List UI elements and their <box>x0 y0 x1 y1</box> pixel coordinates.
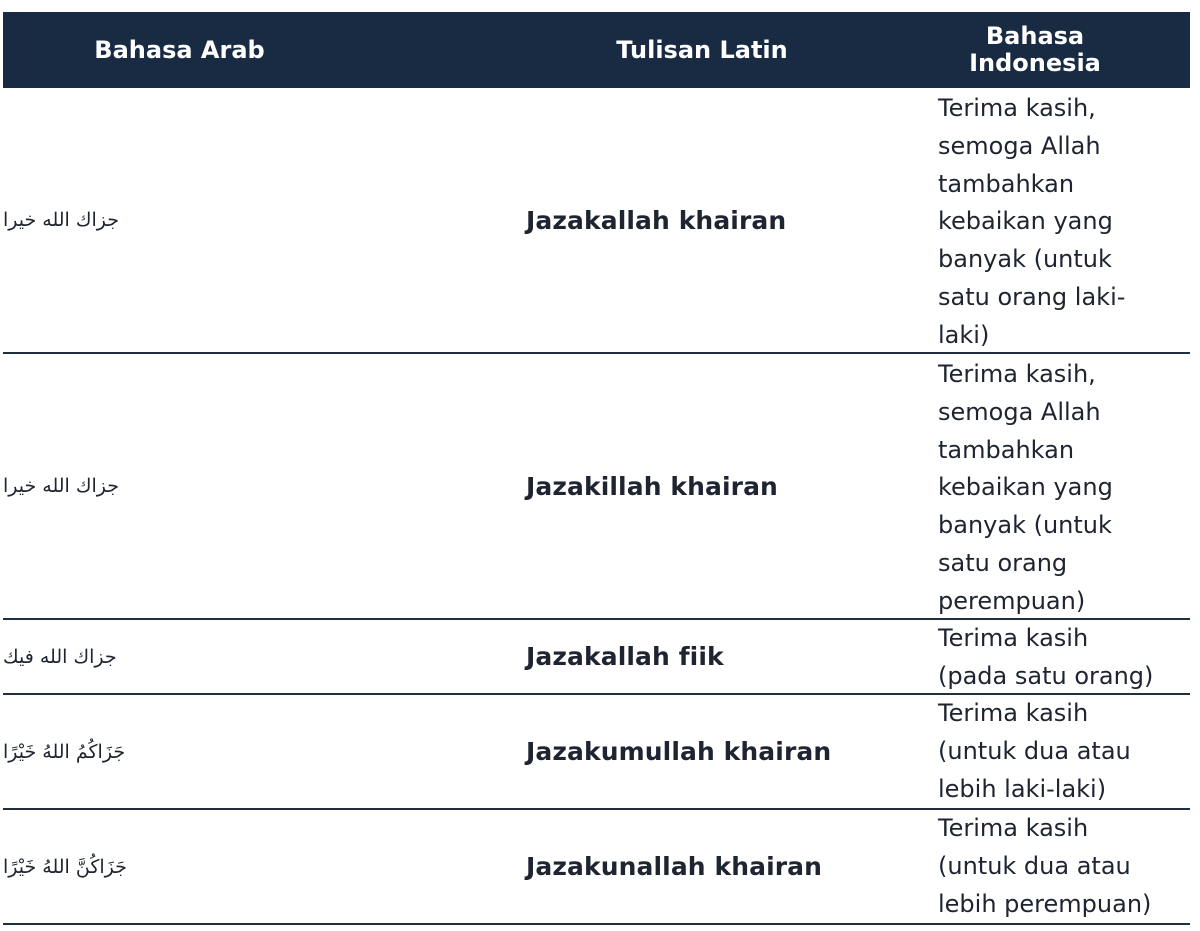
indonesian-text <box>938 354 1190 618</box>
latin-text: Jazakallah fiik <box>526 642 724 671</box>
table-row <box>3 810 1190 925</box>
arabic-text: جزاك الله فيك <box>3 645 117 668</box>
arabic-text: جَزَاكُمُ اللهُ خَيْرًا <box>3 740 126 763</box>
header-bahasa-indonesia-text: Bahasa Indonesia <box>969 22 1101 77</box>
arabic-text: جزاك الله خيرا <box>3 475 120 497</box>
table-row <box>3 620 1190 695</box>
latin-text: Jazakumullah khairan <box>526 737 832 766</box>
indonesian-text <box>938 810 1190 923</box>
latin-text: Jazakallah khairan <box>526 205 787 235</box>
latin-text: Jazakunallah khairan <box>526 852 823 881</box>
table-row <box>3 695 1190 810</box>
indonesian-text-content: Terima kasih, semoga Allah tambahkan kebaikan yang banyak (untuk satu orang laki- laki) <box>938 94 1126 349</box>
header-bahasa-indonesia <box>938 12 1190 88</box>
table-header <box>3 12 1190 88</box>
header-tulisan-latin: Tulisan Latin <box>616 36 788 64</box>
indonesian-text-content: Terima kasih, semoga Allah tambahkan kebaikan yang banyak (untuk satu orang perempuan) <box>938 360 1113 615</box>
indonesian-text-content: Terima kasih (pada satu orang) <box>938 624 1154 690</box>
arabic-text: جَزَاكُنَّ اللهُ خَيْرًا <box>3 855 127 878</box>
indonesian-text <box>938 88 1190 352</box>
latin-text: Jazakillah khairan <box>526 471 778 501</box>
table-row <box>3 88 1190 354</box>
arabic-text: جزاك الله خيرا <box>3 209 120 231</box>
translation-table <box>3 12 1190 925</box>
indonesian-text <box>938 620 1190 693</box>
table-row <box>3 354 1190 620</box>
indonesian-text-content: Terima kasih (untuk dua atau lebih perempuan) <box>938 814 1152 918</box>
indonesian-text <box>938 695 1190 808</box>
indonesian-text-content: Terima kasih (untuk dua atau lebih laki-laki) <box>938 699 1131 803</box>
header-bahasa-arab: Bahasa Arab <box>94 36 265 64</box>
